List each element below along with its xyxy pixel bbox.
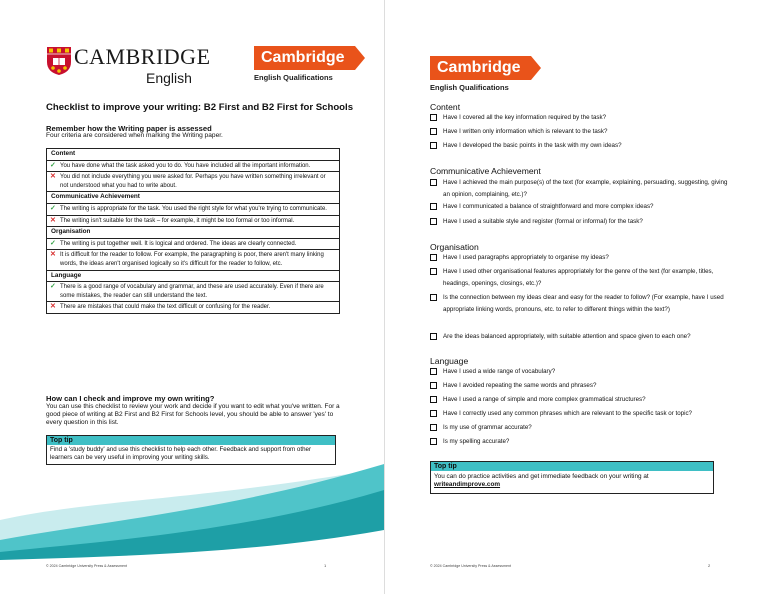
checklist-item — [430, 331, 730, 343]
top-tip-heading: Top tip — [431, 462, 713, 471]
checkbox[interactable] — [430, 424, 437, 431]
cq-logo-sub: English Qualifications — [254, 73, 333, 82]
checkbox[interactable] — [430, 333, 437, 340]
cambridge-wordmark: CAMBRIDGE — [74, 44, 211, 69]
checklist-item-text: Have I written only information which is relevant to the task? — [443, 128, 608, 135]
criteria-heading-language: Language — [47, 270, 340, 282]
checklist-item-text: Have I covered all the key information required by the task? — [443, 114, 607, 121]
cq-logo-word: Cambridge — [254, 46, 355, 70]
checklist-item — [430, 292, 730, 316]
tick-icon: ✓ — [50, 204, 56, 212]
tick-icon: ✓ — [50, 161, 56, 169]
checklist-item-text: Are the ideas balanced appropriately, with suitable attention and space given to each one? — [443, 333, 691, 340]
criteria-good-row — [47, 160, 340, 172]
checkbox[interactable] — [430, 382, 437, 389]
checklist-item-text: Have I communicated a balance of straightforward and more complex ideas? — [443, 203, 654, 210]
checklist-item-text: Is my use of grammar accurate? — [443, 424, 532, 431]
checklist-item — [430, 266, 730, 290]
checklist-item — [430, 408, 730, 420]
checkbox[interactable] — [430, 114, 437, 121]
criteria-heading-communicative: Communicative Achievement — [47, 192, 340, 204]
page-number: 1 — [324, 563, 327, 568]
checklist-item-text: Is the connection between my ideas clear and easy for the reader to follow? (For example, have I used appropriate linking words, pronouns, etc. to refer to different things within the text?) — [443, 294, 724, 313]
page-number: 2 — [708, 563, 711, 568]
cq-logo-word: Cambridge — [430, 56, 531, 80]
cross-icon: ✕ — [50, 173, 56, 181]
checklist-item — [430, 436, 730, 448]
criteria-heading-organisation: Organisation — [47, 227, 340, 239]
criteria-good-text: The writing is put together well. It is logical and ordered. The ideas are clearly connected. — [60, 240, 297, 247]
writeandimprove-link[interactable]: writeandimprove.com — [434, 481, 501, 489]
criteria-good-text: There is a good range of vocabulary and grammar, and these are used accurately. Even if there are some mistakes, the reader can still understand the text. — [60, 284, 324, 299]
tick-icon: ✓ — [50, 239, 56, 247]
criteria-bad-text: The writing isn't suitable for the task – for example, it might be too formal or too informal. — [60, 217, 295, 224]
criteria-heading-content: Content — [47, 149, 340, 161]
criteria-good-row — [47, 282, 340, 302]
checklist-item-text: Have I used a wide range of vocabulary? — [443, 368, 556, 375]
criteria-bad-row — [47, 302, 340, 314]
checkbox[interactable] — [430, 179, 437, 186]
english-wordmark: English — [146, 70, 192, 86]
section-heading-content: Content — [430, 102, 461, 112]
remember-subtext: Four criteria are considered when marking the Writing paper. — [46, 132, 223, 139]
criteria-good-row — [47, 203, 340, 215]
how-text: You can use this checklist to review your work and decide if you want to edit what you've written. For a good piece of writing at B2 First and B2 First for Schools level, you should be able to answer 'yes' to every question in this list. — [46, 403, 340, 426]
cambridge-english-qualifications-logo — [254, 46, 355, 82]
top-tip-box — [430, 461, 714, 494]
checklist-item — [430, 380, 730, 392]
checklist-item — [430, 216, 730, 228]
tick-icon: ✓ — [50, 283, 56, 291]
checklist-item — [430, 201, 730, 213]
cambridge-shield-logo — [46, 46, 72, 76]
checklist-item — [430, 394, 730, 406]
cambridge-english-qualifications-logo — [430, 56, 531, 92]
top-tip-text: Find a 'study buddy' and use this checklist to help each other. Feedback and support from other learners can be very useful in improving your writing skills. — [50, 446, 312, 461]
top-tip-text: You can do practice activities and get immediate feedback on your writing at — [434, 473, 649, 480]
cq-logo-sub: English Qualifications — [430, 83, 509, 92]
cross-icon: ✕ — [50, 303, 56, 311]
criteria-bad-text: You did not include everything you were asked for. Perhaps you have written something irrelevant or not understood what you had to write about. — [60, 174, 326, 189]
section-heading-language: Language — [430, 356, 469, 366]
top-tip-heading: Top tip — [47, 436, 335, 445]
checklist-item-text: Have I used a range of simple and more complex grammatical structures? — [443, 396, 646, 403]
section-heading-organisation: Organisation — [430, 242, 479, 252]
page-title: Checklist to improve your writing: B2 First and B2 First for Schools — [46, 102, 354, 113]
criteria-table — [46, 148, 340, 314]
criteria-good-row — [47, 238, 340, 250]
checkbox[interactable] — [430, 203, 437, 210]
checkbox[interactable] — [430, 294, 437, 301]
criteria-bad-text: It is difficult for the reader to follow. For example, the paragraphing is poor, there aren't many linking words, the ideas aren't organised logically so it's difficult for the reader to follow, etc. — [60, 252, 324, 267]
criteria-bad-row — [47, 172, 340, 192]
section-heading-communicative: Communicative Achievement — [430, 166, 541, 176]
checklist-item-text: Have I developed the basic points in the task with my own ideas? — [443, 142, 622, 149]
checklist-item — [430, 126, 730, 138]
checklist-item-text: Have I correctly used any common phrases which are relevant to the specific task or topic? — [443, 410, 692, 417]
how-heading: How can I check and improve my own writing? — [46, 394, 215, 403]
checklist-item — [430, 112, 730, 124]
checklist-item-text: Have I used paragraphs appropriately to organise my ideas? — [443, 254, 609, 261]
remember-heading: Remember how the Writing paper is assessed — [46, 124, 212, 133]
top-tip-body — [431, 471, 713, 493]
checklist-item — [430, 140, 730, 152]
criteria-bad-text: There are mistakes that could make the text difficult or confusing for the reader. — [60, 304, 271, 311]
checklist-item-text: Have I used a suitable style and register (formal or informal) for the task? — [443, 218, 643, 225]
checklist-item — [430, 252, 730, 264]
checkbox[interactable] — [430, 254, 437, 261]
checklist-item-text: Have I used other organisational features appropriately for the genre of the text (for example, titles, headings, openings, closings, etc.)? — [443, 268, 714, 287]
cross-icon: ✕ — [50, 216, 56, 224]
footer-copyright: © 2024 Cambridge University Press & Assessment — [46, 564, 127, 568]
checklist-item — [430, 366, 730, 378]
criteria-bad-row — [47, 215, 340, 227]
criteria-good-text: The writing is appropriate for the task. You used the right style for what you're trying to communicate. — [60, 205, 327, 212]
footer-copyright: © 2024 Cambridge University Press & Assessment — [430, 564, 511, 568]
checkbox[interactable] — [430, 218, 437, 225]
checkbox[interactable] — [430, 410, 437, 417]
checkbox[interactable] — [430, 128, 437, 135]
criteria-good-text: You have done what the task asked you to do. You have included all the important information. — [60, 162, 311, 169]
checklist-item-text: Have I achieved the main purpose(s) of the text (for example, explaining, persuading, suggesting, giving an opinion, complaining, etc.)? — [443, 179, 728, 198]
checklist-item — [430, 422, 730, 434]
checklist-item-text: Is my spelling accurate? — [443, 438, 510, 445]
checkbox[interactable] — [430, 142, 437, 149]
checkbox[interactable] — [430, 268, 437, 275]
checkbox[interactable] — [430, 368, 437, 375]
criteria-bad-row — [47, 250, 340, 270]
cross-icon: ✕ — [50, 251, 56, 259]
checklist-item — [430, 177, 730, 201]
checklist-item-text: Have I avoided repeating the same words and phrases? — [443, 382, 597, 389]
checkbox[interactable] — [430, 396, 437, 403]
decorative-wave — [0, 460, 384, 570]
checkbox[interactable] — [430, 438, 437, 445]
